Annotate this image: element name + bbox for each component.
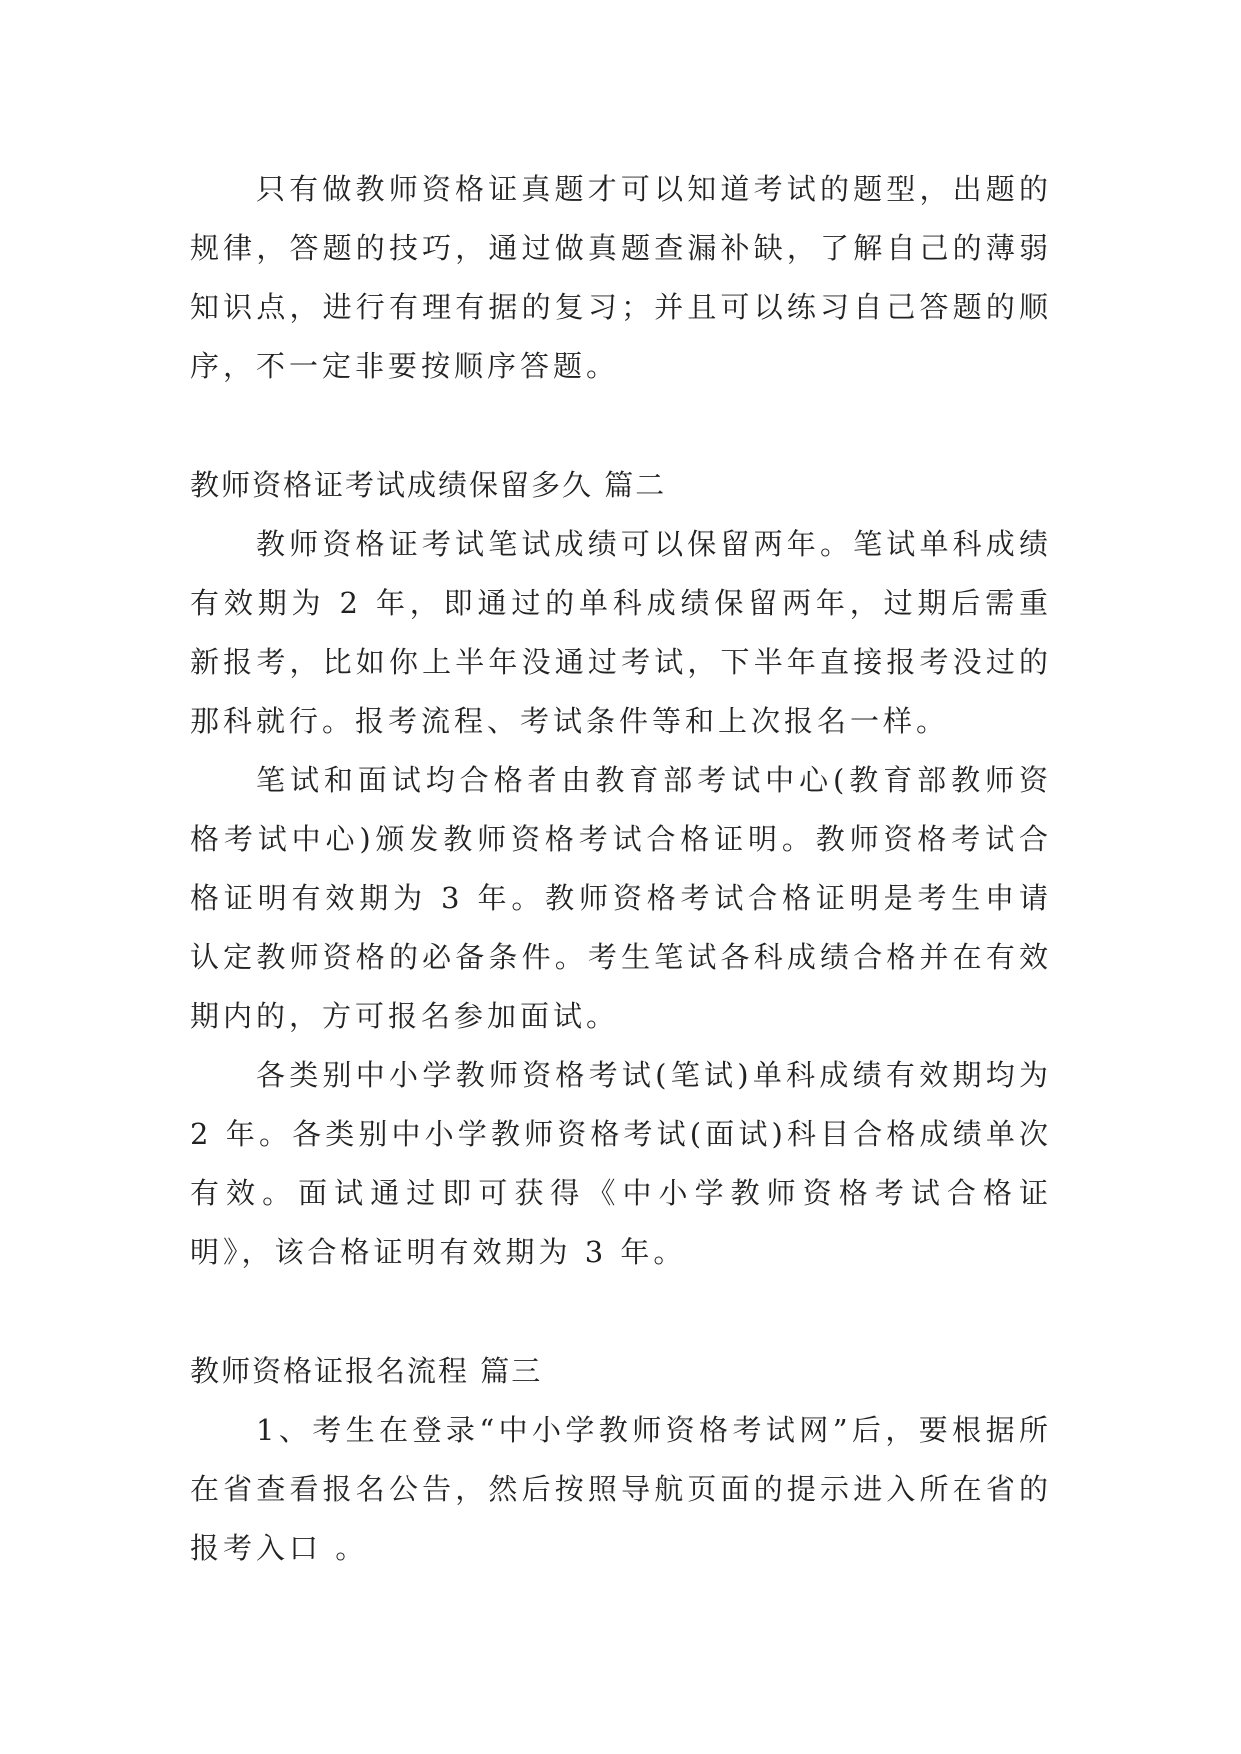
paragraph: 笔试和面试均合格者由教育部考试中心(教育部教师资格考试中心)颁发教师资格考试合格证明。教师资格考试合格证明有效期为 3 年。教师资格考试合格证明是考生申请认定教师资格的必备条件。考生笔试各科成绩合格并在有效期内的，方可报名参加面试。: [190, 763, 1052, 1033]
section-gap: [190, 1282, 1052, 1342]
paragraph: 各类别中小学教师资格考试(笔试)单科成绩有效期均为 2 年。各类别中小学教师资格考试(面试)科目合格成绩单次有效。面试通过即可获得《中小学教师资格考试合格证明》，该合格证明有效期为 3 年。: [190, 1058, 1052, 1269]
paragraph: 教师资格证考试笔试成绩可以保留两年。笔试单科成绩有效期为 2 年，即通过的单科成绩保留两年，过期后需重新报考，比如你上半年没通过考试，下半年直接报考没过的那科就行。报考流程、考试条件等和上次报名一样。: [190, 527, 1052, 738]
section-heading-2: 教师资格证考试成绩保留多久 篇二: [190, 468, 667, 502]
section-gap: [190, 396, 1052, 456]
intro-paragraph: 只有做教师资格证真题才可以知道考试的题型，出题的规律，答题的技巧，通过做真题查漏补缺，了解自己的薄弱知识点，进行有理有据的复习；并且可以练习自己答题的顺序，不一定非要按顺序答题。: [190, 172, 1052, 383]
section-heading-3: 教师资格证报名流程 篇三: [190, 1354, 543, 1388]
document-body: [190, 160, 1052, 1578]
paragraph: 1、考生在登录“中小学教师资格考试网”后，要根据所在省查看报名公告，然后按照导航页面的提示进入所在省的报考入口 。: [190, 1413, 1052, 1565]
